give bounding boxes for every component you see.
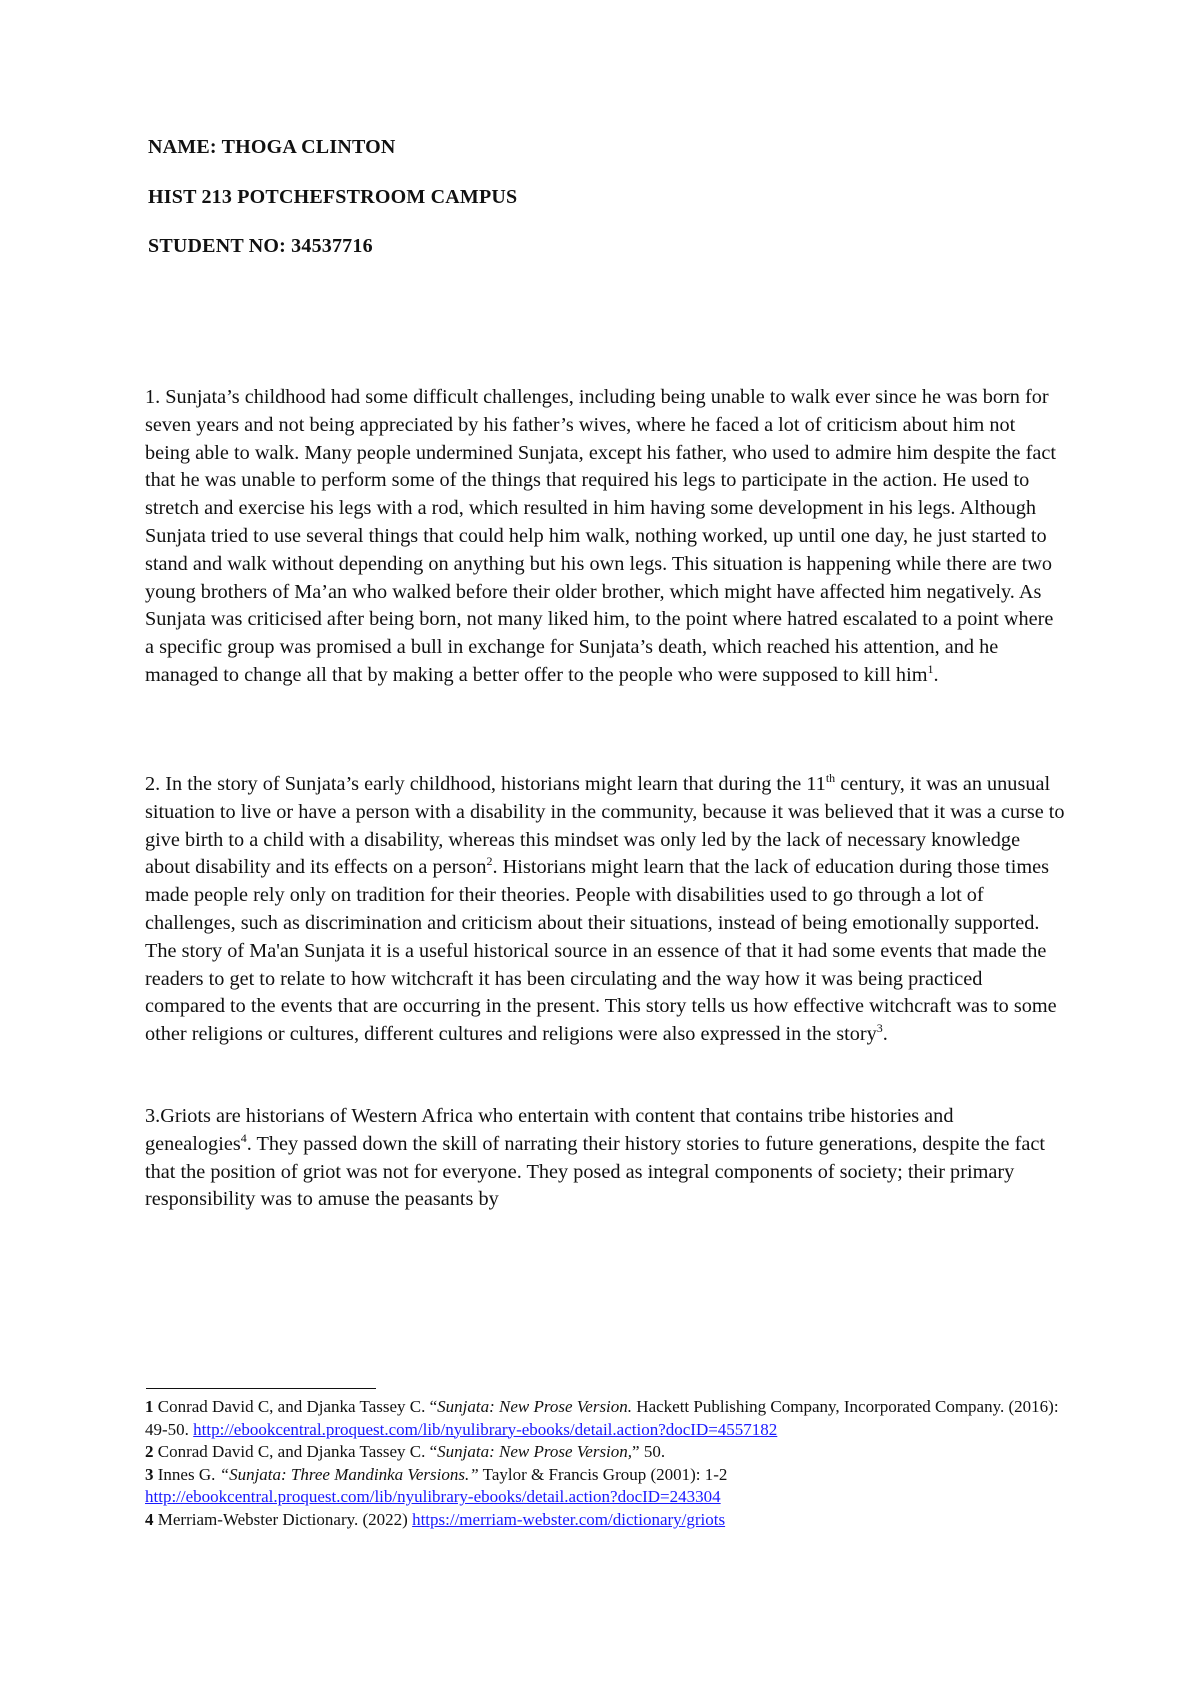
student-name: NAME: THOGA CLINTON xyxy=(148,136,396,158)
footnote-title: Sunjata: New Prose Version, xyxy=(437,1442,633,1462)
footnote-number: 3 xyxy=(145,1464,154,1484)
answer-2-text-part1: 2. In the story of Sunjata’s early childhood, historians might learn that during the 11 xyxy=(145,773,826,795)
footnote-text: Merriam-Webster Dictionary. (2022) xyxy=(153,1509,413,1529)
footnote-link[interactable]: http://ebookcentral.proquest.com/lib/nyulibrary-ebooks/detail.action?docID=243304 xyxy=(145,1487,721,1507)
footnote-ref-4[interactable]: 4 xyxy=(240,1131,247,1146)
ordinal-superscript: th xyxy=(825,771,836,786)
footnote-number: 1 xyxy=(145,1397,154,1416)
footnote-ref-2[interactable]: 2 xyxy=(486,854,493,869)
footnote-3 xyxy=(145,1464,1065,1509)
answer-1-text: 1. Sunjata’s childhood had some difficult challenges, including being unable to walk ever since he was born for seven years and not being appreciated by his father’s wives, where he faced a lot of criticism about him not being able to walk. Many people undermined Sunjata, except his father, who used to admire him despite the fact that he was unable to perform some of the things that required his legs to participate in the action. He used to stretch and exercise his legs with a rod, which resulted in him having some development in his legs. Although Sunjata tried to use several things that could help him walk, nothing worked, up until one day, he just started to stand and walk without depending on anything but his own legs. This situation is happening while there are two young brothers of Ma’an who walked before their older brother, which might have affected him negatively. As Sunjata was criticised after being born, not many liked him, to the point where hatred escalated to a point where a specific group was promised a bull in exchange for Sunjata’s death, which reached his attention, and he managed to change all that by making a better offer to the people who were supposed to kill him xyxy=(145,386,1057,686)
answer-3-text-part2: . They passed down the skill of narrating their history stories to future generations, despite the fact that the position of griot was not for everyone. They posed as integral components of society; their primary responsibility was to amuse the peasants by xyxy=(145,1132,1046,1211)
answer-2-paragraph xyxy=(145,771,1065,1049)
footnote-number: 2 xyxy=(145,1442,154,1462)
course-title: HIST 213 POTCHEFSTROOM CAMPUS xyxy=(148,186,518,208)
footnote-title: “Sunjata: Three Mandinka Versions.” xyxy=(219,1464,479,1484)
footnote-text: Hackett Publishing Company, Incorporated Company. (2016): 49-50. xyxy=(145,1397,1059,1439)
footnote-text: ” 50. xyxy=(632,1442,666,1462)
footnote-2 xyxy=(145,1441,1065,1464)
footnote-number: 4 xyxy=(145,1509,154,1529)
answer-2-text-part3: . Historians might learn that the lack of education during those times made people rely only on tradition for their theories. People with disabilities used to go through a lot of challenges, such as discrimination and criticism about their situations, instead of being emotionally supported. The story of Ma'an Sunjata it is a useful historical source in an essence of that it had some events that made the readers to get to relate to how witchcraft it has been circulating and the way how it was being practiced compared to the events that are occurring in the present. This story tells us how effective witchcraft was to some other religions or cultures, different cultures and religions were also expressed in the story xyxy=(145,856,1057,1046)
footnote-text: Innes G. xyxy=(153,1464,220,1484)
footnote-text: Conrad David C, and Djanka Tassey C. “ xyxy=(153,1397,438,1416)
footnote-ref-3[interactable]: 3 xyxy=(876,1021,883,1036)
footnote-link[interactable]: http://ebookcentral.proquest.com/lib/nyulibrary-ebooks/detail.action?docID=4557182 xyxy=(193,1419,778,1439)
footnote-title: Sunjata: New Prose Version. xyxy=(437,1397,633,1416)
footnote-1 xyxy=(145,1396,1065,1441)
answer-2-text-part2: century, it was an unusual situation to live or have a person with a disability in the community, because it was believed that it was a curse to give birth to a child with a disability, whereas this mindset was only led by the lack of necessary knowledge about disability and its effects on a person xyxy=(145,773,1065,879)
answer-1-end: . xyxy=(933,663,939,686)
footnote-text: Conrad David C, and Djanka Tassey C. “ xyxy=(153,1442,438,1462)
footnote-4 xyxy=(145,1509,1065,1532)
footnote-link[interactable]: https://merriam-webster.com/dictionary/griots xyxy=(412,1509,726,1529)
footnote-text: Taylor & Francis Group (2001): 1-2 xyxy=(478,1464,728,1484)
answer-2-end: . xyxy=(882,1023,888,1046)
student-number: STUDENT NO: 34537716 xyxy=(148,235,373,257)
footnotes-section xyxy=(145,1396,1065,1532)
answer-1-paragraph xyxy=(145,384,1065,690)
footnote-ref-1[interactable]: 1 xyxy=(927,662,934,677)
answer-3-paragraph xyxy=(145,1103,1065,1214)
answer-3-text-part1: 3.Griots are historians of Western Africa who entertain with content that contains tribe histories and genealogies xyxy=(145,1105,954,1155)
footnote-separator xyxy=(146,1388,376,1389)
